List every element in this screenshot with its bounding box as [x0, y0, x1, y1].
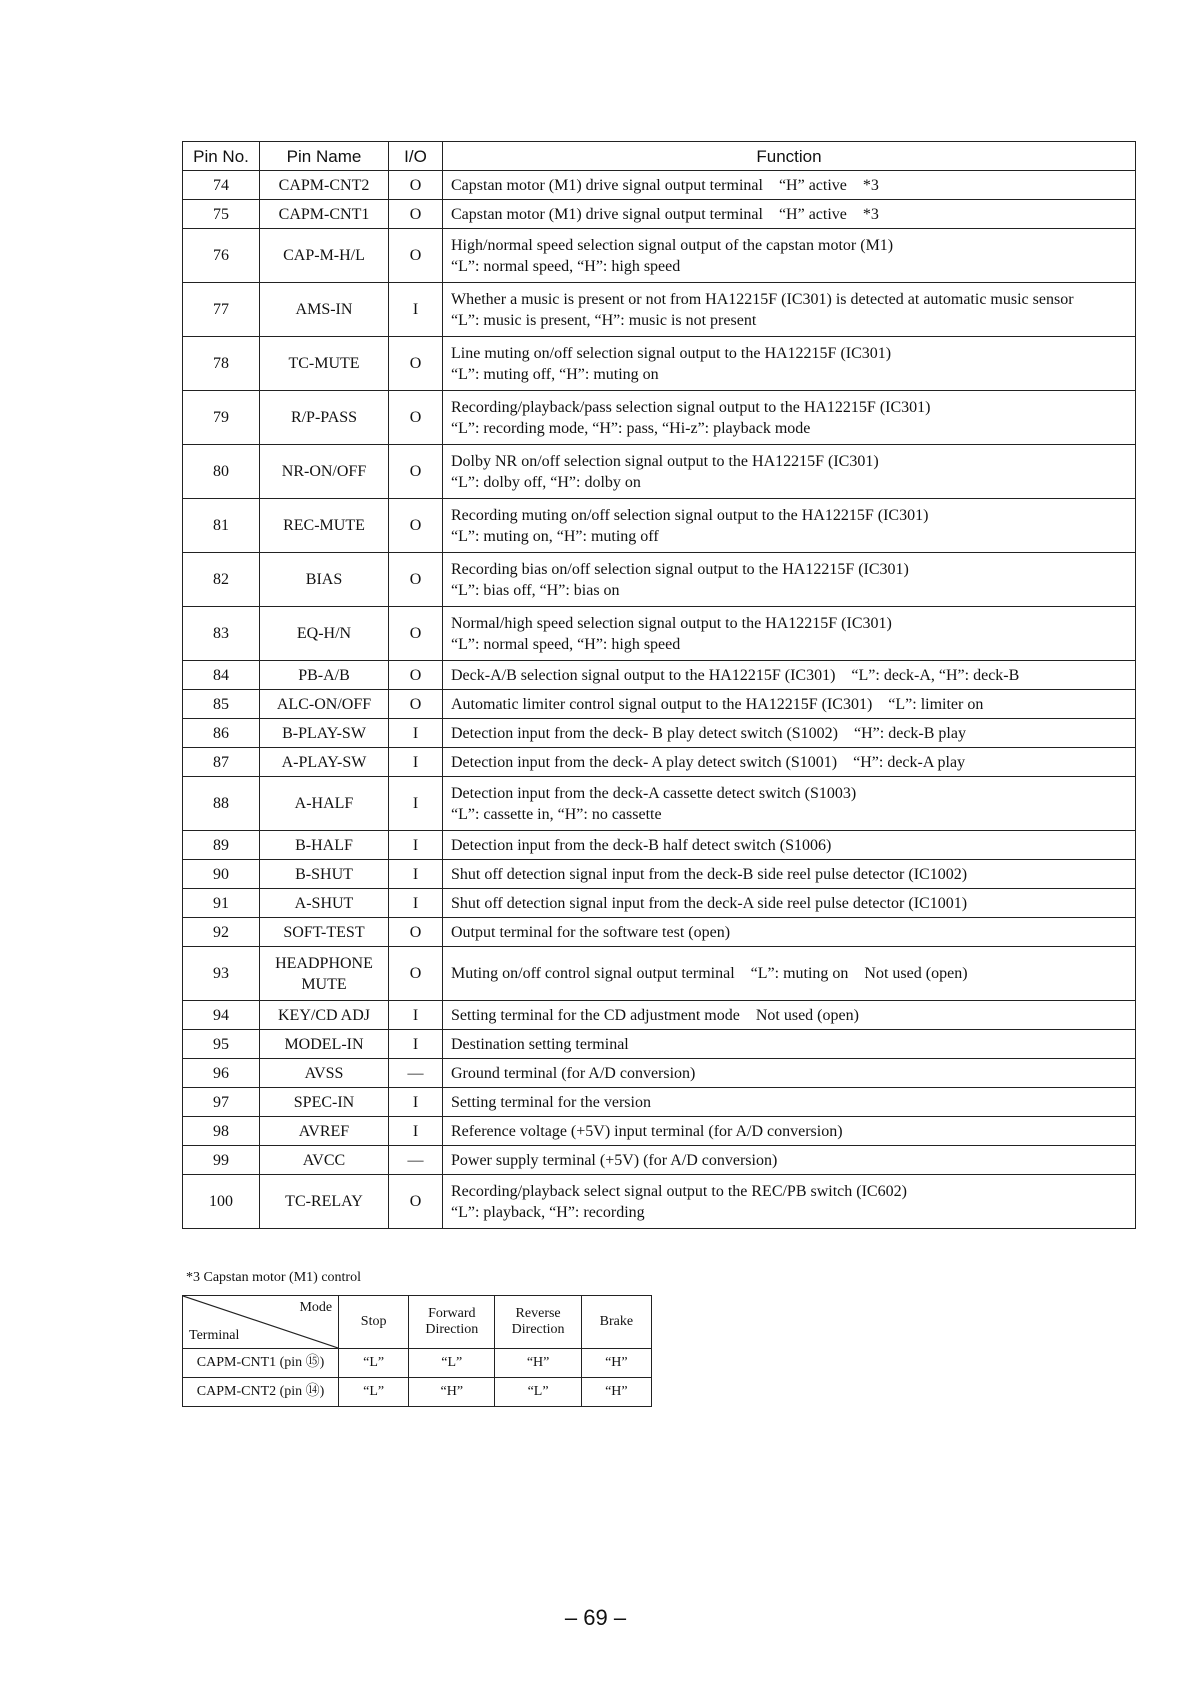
pin-number: 74 [183, 171, 260, 200]
pin-name: EQ-H/N [260, 607, 389, 661]
pin-number: 99 [183, 1146, 260, 1175]
pin-number: 93 [183, 947, 260, 1001]
pin-name: B-SHUT [260, 860, 389, 889]
pin-io: O [389, 171, 443, 200]
pin-name: SOFT-TEST [260, 918, 389, 947]
function-line: Detection input from the deck- A play detect switch (S1001) “H”: deck-A play [451, 753, 966, 771]
function-line: High/normal speed selection signal output of the capstan motor (M1) [451, 236, 894, 254]
pin-number: 87 [183, 748, 260, 777]
pin-name: A-PLAY-SW [260, 748, 389, 777]
function-line: “L”: cassette in, “H”: no cassette [451, 805, 662, 823]
pin-number: 77 [183, 283, 260, 337]
function-line: Recording/playback select signal output to the REC/PB switch (IC602) [451, 1182, 907, 1200]
pin-number: 88 [183, 777, 260, 831]
cnt2-reverse: “L” [495, 1378, 581, 1407]
table-row [183, 860, 1136, 889]
function-line: Capstan motor (M1) drive signal output terminal “H” active *3 [451, 176, 879, 194]
pin-io: O [389, 200, 443, 229]
pin-name: AVREF [260, 1117, 389, 1146]
function-line: Recording muting on/off selection signal output to the HA12215F (IC301) [451, 506, 929, 524]
pin-name: REC-MUTE [260, 499, 389, 553]
pin-function [443, 1146, 1136, 1175]
pin-number: 86 [183, 719, 260, 748]
function-line: Line muting on/off selection signal output to the HA12215F (IC301) [451, 344, 892, 362]
function-line: Detection input from the deck-B half detect switch (S1006) [451, 836, 832, 854]
header-pin-no: Pin No. [183, 142, 260, 171]
table-row [183, 748, 1136, 777]
function-line: Detection input from the deck- B play detect switch (S1002) “H”: deck-B play [451, 724, 966, 742]
table-row [183, 391, 1136, 445]
pin-function [443, 777, 1136, 831]
pin-io: O [389, 499, 443, 553]
pin-io: I [389, 777, 443, 831]
pin-io: O [389, 445, 443, 499]
pin-name: KEY/CD ADJ [260, 1001, 389, 1030]
pin-io: O [389, 391, 443, 445]
pin-number: 79 [183, 391, 260, 445]
function-line: Capstan motor (M1) drive signal output terminal “H” active *3 [451, 205, 879, 223]
table-header-row [183, 142, 1136, 171]
pin-function [443, 719, 1136, 748]
cnt1-forward: “L” [409, 1349, 495, 1378]
table-row [183, 1088, 1136, 1117]
pin-io: I [389, 283, 443, 337]
page-number: – 69 – [564, 1605, 627, 1630]
pin-io: — [389, 1146, 443, 1175]
pin-io: O [389, 661, 443, 690]
cnt2-brake: “H” [581, 1378, 651, 1407]
pin-io: I [389, 860, 443, 889]
pin-name: A-SHUT [260, 889, 389, 918]
pin-number: 92 [183, 918, 260, 947]
capstan-note: *3 Capstan motor (M1) control [186, 1270, 361, 1285]
col-forward: Forward Direction [409, 1296, 495, 1349]
table-row [183, 229, 1136, 283]
pin-function [443, 889, 1136, 918]
pin-name: ALC-ON/OFF [260, 690, 389, 719]
capstan-row-cnt1 [183, 1349, 652, 1378]
pin-name: MODEL-IN [260, 1030, 389, 1059]
cnt1-stop: “L” [339, 1349, 409, 1378]
table-row [183, 719, 1136, 748]
pin-function [443, 1059, 1136, 1088]
function-line: Power supply terminal (+5V) (for A/D conversion) [451, 1151, 778, 1169]
pin-number: 78 [183, 337, 260, 391]
pin-name: AVSS [260, 1059, 389, 1088]
function-line: Automatic limiter control signal output to the HA12215F (IC301) “L”: limiter on [451, 695, 984, 713]
pin-number: 84 [183, 661, 260, 690]
pin-io: I [389, 831, 443, 860]
pin-io: I [389, 748, 443, 777]
pin-number: 83 [183, 607, 260, 661]
table-row [183, 1059, 1136, 1088]
function-line: Recording/playback/pass selection signal output to the HA12215F (IC301) [451, 398, 931, 416]
pin-number: 75 [183, 200, 260, 229]
pin-number: 89 [183, 831, 260, 860]
table-row [183, 777, 1136, 831]
function-line: “L”: music is present, “H”: music is not present [451, 311, 757, 329]
pin-name: AMS-IN [260, 283, 389, 337]
pin-function [443, 1030, 1136, 1059]
pin-function [443, 1175, 1136, 1229]
pin-function [443, 229, 1136, 283]
function-line: Setting terminal for the version [451, 1093, 651, 1111]
pin-function [443, 947, 1136, 1001]
function-line: Reference voltage (+5V) input terminal (for A/D conversion) [451, 1122, 843, 1140]
header-pin-name: Pin Name [260, 142, 389, 171]
table-row [183, 690, 1136, 719]
pin-io: I [389, 1088, 443, 1117]
table-row [183, 1001, 1136, 1030]
pin-function [443, 499, 1136, 553]
pin-io: — [389, 1059, 443, 1088]
pin-name: R/P-PASS [260, 391, 389, 445]
table-row [183, 947, 1136, 1001]
function-line: Muting on/off control signal output terminal “L”: muting on Not used (open) [451, 965, 968, 982]
function-line: Whether a music is present or not from HA12215F (IC301) is detected at automatic music sensor [451, 290, 1074, 308]
table-row [183, 171, 1136, 200]
pin-number: 94 [183, 1001, 260, 1030]
pin-function [443, 445, 1136, 499]
pin-function [443, 1088, 1136, 1117]
function-line: Ground terminal (for A/D conversion) [451, 1064, 696, 1082]
table-row [183, 1146, 1136, 1175]
pin-name: CAPM-CNT1 [260, 200, 389, 229]
pin-name: SPEC-IN [260, 1088, 389, 1117]
col-stop: Stop [339, 1296, 409, 1349]
pin-name: NR-ON/OFF [260, 445, 389, 499]
pin-name: TC-MUTE [260, 337, 389, 391]
header-function: Function [443, 142, 1136, 171]
table-row [183, 1175, 1136, 1229]
pin-number: 76 [183, 229, 260, 283]
function-line: Setting terminal for the CD adjustment mode Not used (open) [451, 1006, 859, 1024]
pin-function [443, 748, 1136, 777]
function-line: Destination setting terminal [451, 1035, 629, 1053]
function-line: “L”: recording mode, “H”: pass, “Hi-z”: playback mode [451, 419, 811, 437]
pin-function [443, 918, 1136, 947]
pin-io: O [389, 918, 443, 947]
table-row [183, 283, 1136, 337]
pin-io: I [389, 1117, 443, 1146]
table-row [183, 607, 1136, 661]
table-row [183, 661, 1136, 690]
mode-label: Mode [299, 1300, 333, 1315]
function-line: Detection input from the deck-A cassette detect switch (S1003) [451, 784, 857, 802]
col-reverse: Reverse Direction [495, 1296, 581, 1349]
pin-function-table [182, 141, 1136, 1229]
cnt1-brake: “H” [581, 1349, 651, 1378]
function-line: “L”: muting off, “H”: muting on [451, 365, 659, 383]
cnt2-stop: “L” [339, 1378, 409, 1407]
table-row [183, 200, 1136, 229]
pin-function [443, 337, 1136, 391]
function-line: Normal/high speed selection signal output to the HA12215F (IC301) [451, 614, 892, 632]
function-line: Dolby NR on/off selection signal output to the HA12215F (IC301) [451, 452, 879, 470]
pin-number: 81 [183, 499, 260, 553]
function-line: Recording bias on/off selection signal output to the HA12215F (IC301) [451, 560, 909, 578]
pin-io: O [389, 607, 443, 661]
pin-io: O [389, 690, 443, 719]
pin-name: TC-RELAY [260, 1175, 389, 1229]
cnt1-reverse: “H” [495, 1349, 581, 1378]
pin-number: 95 [183, 1030, 260, 1059]
terminal-cnt1: CAPM-CNT1 (pin ⑮) [183, 1349, 339, 1378]
pin-name: PB-A/B [260, 661, 389, 690]
function-line: “L”: playback, “H”: recording [451, 1203, 645, 1221]
pin-function [443, 391, 1136, 445]
table-row [183, 499, 1136, 553]
table-row [183, 1117, 1136, 1146]
pin-function [443, 860, 1136, 889]
function-line: “L”: muting on, “H”: muting off [451, 527, 659, 545]
pin-number: 85 [183, 690, 260, 719]
pin-number: 96 [183, 1059, 260, 1088]
pin-name: AVCC [260, 1146, 389, 1175]
mode-terminal-cell [183, 1296, 339, 1349]
terminal-cnt2: CAPM-CNT2 (pin ⑭) [183, 1378, 339, 1407]
pin-number: 90 [183, 860, 260, 889]
function-line: “L”: bias off, “H”: bias on [451, 581, 620, 599]
pin-number: 82 [183, 553, 260, 607]
pin-name: B-PLAY-SW [260, 719, 389, 748]
pin-function [443, 1001, 1136, 1030]
pin-io: O [389, 229, 443, 283]
pin-number: 97 [183, 1088, 260, 1117]
terminal-label: Terminal [189, 1328, 240, 1343]
pin-function [443, 171, 1136, 200]
pin-name: CAPM-CNT2 [260, 171, 389, 200]
pin-number: 80 [183, 445, 260, 499]
table-row [183, 831, 1136, 860]
capstan-row-cnt2 [183, 1378, 652, 1407]
pin-function [443, 200, 1136, 229]
pin-io: O [389, 947, 443, 1001]
table-row [183, 337, 1136, 391]
pin-io: I [389, 1001, 443, 1030]
pin-function [443, 1117, 1136, 1146]
function-line: Output terminal for the software test (open) [451, 923, 731, 941]
table-row [183, 1030, 1136, 1059]
col-brake: Brake [581, 1296, 651, 1349]
function-line: “L”: normal speed, “H”: high speed [451, 635, 681, 653]
pin-io: O [389, 553, 443, 607]
pin-name: B-HALF [260, 831, 389, 860]
function-line: Deck-A/B selection signal output to the HA12215F (IC301) “L”: deck-A, “H”: deck-B [451, 666, 1020, 684]
table-row [183, 889, 1136, 918]
pin-name: HEADPHONE MUTE [260, 947, 389, 1001]
capstan-header-row [183, 1296, 652, 1349]
function-line: Shut off detection signal input from the deck-A side reel pulse detector (IC1001) [451, 894, 968, 912]
pin-number: 91 [183, 889, 260, 918]
pin-function [443, 661, 1136, 690]
pin-table-body [183, 171, 1136, 1229]
pin-number: 98 [183, 1117, 260, 1146]
pin-name: CAP-M-H/L [260, 229, 389, 283]
pin-function [443, 283, 1136, 337]
pin-io: O [389, 337, 443, 391]
pin-io: I [389, 1030, 443, 1059]
pin-io: I [389, 719, 443, 748]
pin-io: I [389, 889, 443, 918]
table-row [183, 553, 1136, 607]
pin-name: A-HALF [260, 777, 389, 831]
pin-function [443, 831, 1136, 860]
cnt2-forward: “H” [409, 1378, 495, 1407]
function-line: “L”: dolby off, “H”: dolby on [451, 473, 641, 491]
pin-function [443, 607, 1136, 661]
table-row [183, 445, 1136, 499]
header-io: I/O [389, 142, 443, 171]
pin-io: O [389, 1175, 443, 1229]
pin-function [443, 690, 1136, 719]
pin-function [443, 553, 1136, 607]
table-row [183, 918, 1136, 947]
pin-number: 100 [183, 1175, 260, 1229]
function-line: “L”: normal speed, “H”: high speed [451, 257, 681, 275]
capstan-control-table [182, 1295, 652, 1407]
pin-name: BIAS [260, 553, 389, 607]
function-line: Shut off detection signal input from the deck-B side reel pulse detector (IC1002) [451, 865, 968, 883]
